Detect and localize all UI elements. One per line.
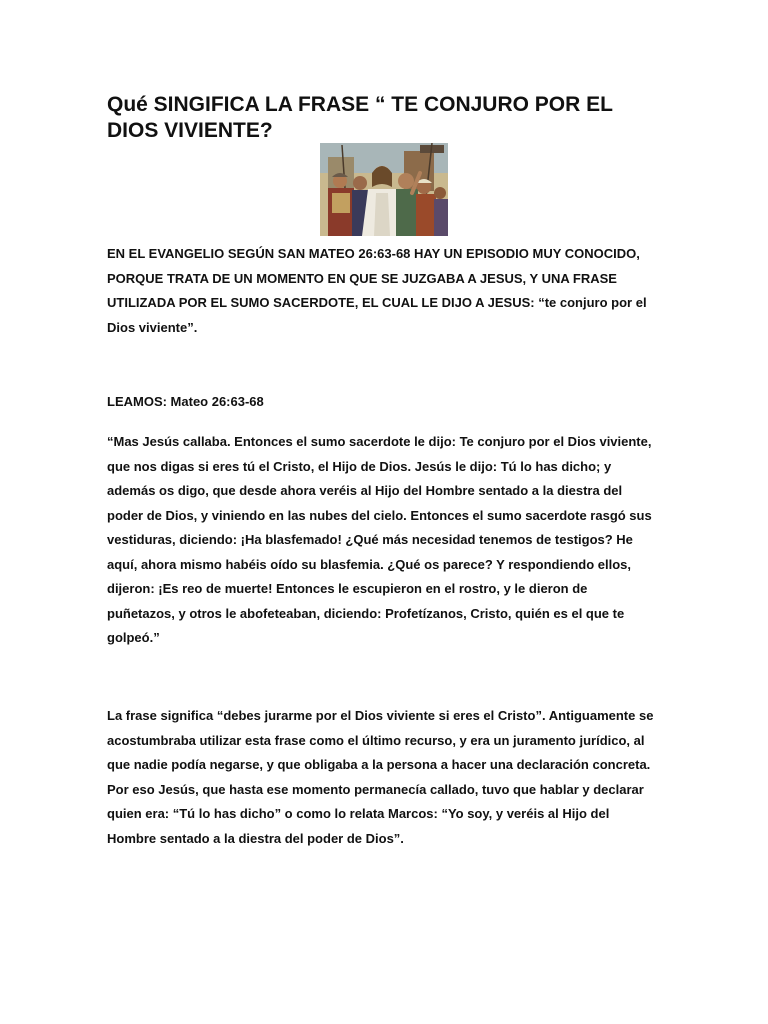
document-title: Qué SINGIFICA LA FRASE “ TE CONJURO POR EL DIOS VIVIENTE?: [107, 93, 613, 142]
illustration-image: [320, 143, 448, 236]
meaning-paragraph: La frase significa “debes jurarme por el Dios viviente si eres el Cristo”. Antiguamente se acostumbraba utilizar esta frase como el último recurso, y era un juramento jurídico, al que nadie podía negarse, y que obligaba a la persona a hacer una declaración concreta. Por eso Jesús, que hasta ese momento permanecía callado, tuvo que hablar y declarar quien era: “Tú lo has dicho” o como lo relata Marcos: “Yo soy, y veréis al Hijo del Hombre sentado a la diestra del poder de Dios”.: [107, 708, 654, 846]
scripture-quote-paragraph: “Mas Jesús callaba. Entonces el sumo sacerdote le dijo: Te conjuro por el Dios viviente, que nos digas si eres tú el Cristo, el Hijo de Dios. Jesús le dijo: Tú lo has dicho; y además os digo, que desde ahora veréis al Hijo del Hombre sentado a la diestra del poder de Dios, y viniendo en las nubes del cielo. Entonces el sumo sacerdote rasgó sus vestiduras, diciendo: ¡Ha blasfemado! ¿Qué más necesidad tenemos de testigos? He aquí, ahora mismo habéis oído su blasfemia. ¿Qué os parece? Y respondiendo ellos, dijeron: ¡Es reo de muerte! Entonces le escupieron en el rostro, y le dieron de puñetazos, y otros le abofeteaban, diciendo: Profetízanos, Cristo, quién es el que te golpeó.”: [107, 434, 652, 645]
reading-heading: LEAMOS: Mateo 26:63-68: [107, 394, 264, 409]
intro-paragraph: EN EL EVANGELIO SEGÚN SAN MATEO 26:63-68 HAY UN EPISODIO MUY CONOCIDO, PORQUE TRATA DE UN MOMENTO EN QUE SE JUZGABA A JESUS, Y UNA FRASE UTILIZADA POR EL SUMO SACERDOTE, EL CUAL LE DIJO A JESUS: “te conjuro por el Dios viviente”.: [107, 246, 647, 335]
